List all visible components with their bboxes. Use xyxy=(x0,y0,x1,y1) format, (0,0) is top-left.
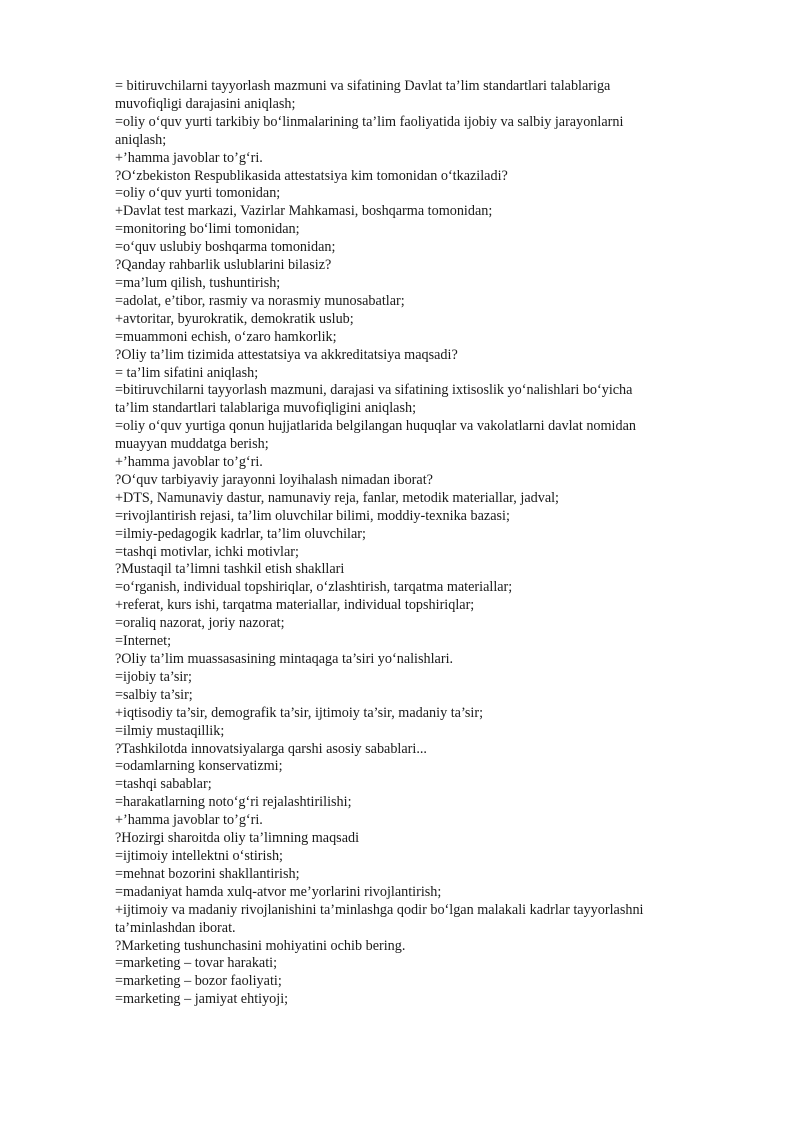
question-line: ?O‘quv tarbiyaviy jarayonni loyihalash nimadan iborat? xyxy=(115,471,433,488)
answer-line: +iqtisodiy ta’sir, demografik ta’sir, ijtimoiy ta’sir, madaniy ta’sir; xyxy=(115,704,484,721)
option-line: =marketing – jamiyat ehtiyoji; xyxy=(115,991,289,1008)
option-line: =oliy o‘quv yurtiga qonun hujjatlarida belgilangan huquqlar va vakolatlarni davlat nomidan xyxy=(115,418,636,435)
option-line: =monitoring bo‘limi tomonidan; xyxy=(115,221,300,238)
answer-line: +ijtimoiy va madaniy rivojlanishini ta’minlashga qodir bo‘lgan malakali kadrlar tayyorlashni xyxy=(115,901,644,918)
question-line: ?Mustaqil ta’limni tashkil etish shakllari xyxy=(115,561,345,578)
question-line: ?O‘zbekiston Respublikasida attestatsiya kim tomonidan o‘tkaziladi? xyxy=(115,167,508,184)
answer-line: +’hamma javoblar to’g‘ri. xyxy=(115,454,263,471)
answer-line: ta’minlashdan iborat. xyxy=(115,919,236,936)
option-line: = ta’lim sifatini aniqlash; xyxy=(115,364,259,381)
question-line: ?Tashkilotda innovatsiyalarga qarshi asosiy sabablari... xyxy=(115,740,427,757)
option-line: =adolat, e’tibor, rasmiy va norasmiy munosabatlar; xyxy=(115,292,405,309)
option-line: =tashqi motivlar, ichki motivlar; xyxy=(115,543,299,560)
document-page xyxy=(115,78,725,1009)
option-line: =muammoni echish, o‘zaro hamkorlik; xyxy=(115,328,337,345)
option-line: =tashqi sabablar; xyxy=(115,776,212,793)
option-line: =oliy o‘quv yurti tomonidan; xyxy=(115,185,281,202)
option-line: =rivojlantirish rejasi, ta’lim oluvchilar bilimi, moddiy-texnika bazasi; xyxy=(115,507,510,524)
option-line: ta’lim standartlari talablariga muvofiqligini aniqlash; xyxy=(115,400,417,417)
question-line: ?Oliy ta’lim tizimida attestatsiya va akkreditatsiya maqsadi? xyxy=(115,346,458,363)
question-line: ?Qanday rahbarlik uslublarini bilasiz? xyxy=(115,257,332,274)
option-line: =bitiruvchilarni tayyorlash mazmuni, darajasi va sifatining ixtisoslik yo‘nalishlari bo‘yicha xyxy=(115,382,633,399)
option-line: =Internet; xyxy=(115,633,172,650)
answer-line: +’hamma javoblar to’g‘ri. xyxy=(115,149,263,166)
option-line: =ma’lum qilish, tushuntirish; xyxy=(115,274,281,291)
answer-line: +’hamma javoblar to’g‘ri. xyxy=(115,812,263,829)
answer-line: +avtoritar, byurokratik, demokratik uslub; xyxy=(115,310,354,327)
question-line: ?Hozirgi sharoitda oliy ta’limning maqsadi xyxy=(115,830,360,847)
option-line: =oraliq nazorat, joriy nazorat; xyxy=(115,615,285,632)
answer-line: +Davlat test markazi, Vazirlar Mahkamasi, boshqarma tomonidan; xyxy=(115,203,493,220)
option-line: =o‘quv uslubiy boshqarma tomonidan; xyxy=(115,239,336,256)
option-line: =marketing – tovar harakati; xyxy=(115,955,278,972)
option-line: =madaniyat hamda xulq-atvor me’yorlarini rivojlantirish; xyxy=(115,883,442,900)
option-line: =ijobiy ta’sir; xyxy=(115,668,192,685)
text-line: aniqlash; xyxy=(115,131,167,148)
answer-line: +referat, kurs ishi, tarqatma materiallar, individual topshiriqlar; xyxy=(115,597,475,614)
text-line: =oliy o‘quv yurti tarkibiy bo‘linmalarining ta’lim faoliyatida ijobiy va salbiy jarayonlarni xyxy=(115,113,624,130)
option-line: =marketing – bozor faoliyati; xyxy=(115,973,282,990)
option-line: =salbiy ta’sir; xyxy=(115,686,193,703)
text-line: muvofiqligi darajasini aniqlash; xyxy=(115,95,296,112)
answer-line: +DTS, Namunaviy dastur, namunaviy reja, fanlar, metodik materiallar, jadval; xyxy=(115,489,559,506)
option-line: =odamlarning konservatizmi; xyxy=(115,758,283,775)
question-line: ?Marketing tushunchasini mohiyatini ochib bering. xyxy=(115,937,406,954)
option-line: =ilmiy-pedagogik kadrlar, ta’lim oluvchilar; xyxy=(115,525,366,542)
question-line: ?Oliy ta’lim muassasasining mintaqaga ta’siri yo‘nalishlari. xyxy=(115,651,454,667)
option-line: muayyan muddatga berish; xyxy=(115,436,269,453)
option-line: =o‘rganish, individual topshiriqlar, o‘zlashtirish, tarqatma materiallar; xyxy=(115,579,513,596)
option-line: =ilmiy mustaqillik; xyxy=(115,722,225,739)
option-line: =mehnat bozorini shakllantirish; xyxy=(115,865,300,882)
option-line: =harakatlarning noto‘g‘ri rejalashtirilishi; xyxy=(115,794,352,811)
text-line: = bitiruvchilarni tayyorlash mazmuni va sifatining Davlat ta’lim standartlari talablariga xyxy=(115,78,611,94)
option-line: =ijtimoiy intellektni o‘stirish; xyxy=(115,847,283,864)
